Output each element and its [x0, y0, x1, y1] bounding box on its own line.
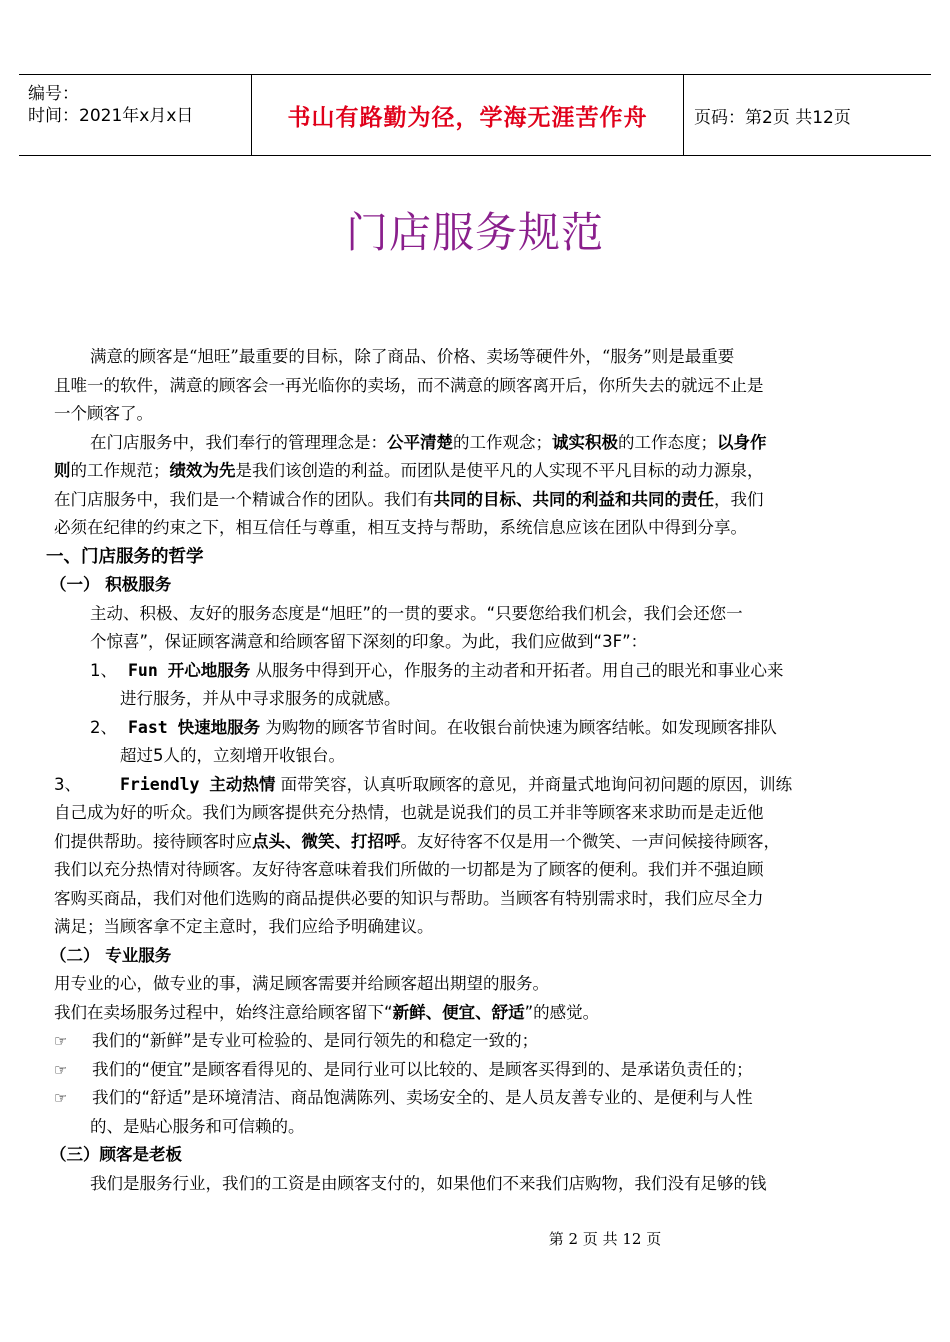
text-run: 们提供帮助。接待顾客时应 [54, 831, 252, 851]
text-run: 是我们该创造的利益。而团队是使平凡的人实现不平凡目标的动力源泉， [235, 461, 764, 480]
item-number: 2、 [90, 717, 117, 737]
text-run: 的工作规范； [70, 461, 170, 480]
pointing-hand-icon: ☞ [54, 1032, 68, 1050]
bullet-item-2 [54, 1056, 899, 1085]
bold-run: 新鲜、便宜、舒适 [392, 1002, 525, 1022]
subsection3-heading: （三）顾客是老板 [50, 1145, 182, 1164]
item-number: 1、 [90, 660, 117, 680]
item3-line6: 满足；当顾客拿不定主意时，我们应给予明确建议。 [54, 917, 434, 936]
para2-line3 [54, 486, 899, 515]
subsection1-heading: （一） 积极服务 [50, 575, 172, 594]
bullet-item-3-cont: 的、是贴心服务和可信赖的。 [90, 1116, 305, 1136]
para2-line2 [54, 457, 899, 486]
bullet-text: 我们的“新鲜”是专业可检验的、是同行领先的和稳定一致的； [92, 1031, 539, 1050]
bullet-item-3 [54, 1084, 899, 1113]
subsection2-heading: （二） 专业服务 [50, 945, 172, 965]
para2-line1 [54, 429, 899, 458]
item1-cont: 进行服务，并从中寻求服务的成就感。 [120, 689, 401, 708]
item3-line2: 自己成为好的听众。我们为顾客提供充分热情，也就是说我们的员工并非等顾客来求助而是走近他 [54, 803, 764, 822]
item-title: Fun 开心地服务 [128, 660, 251, 680]
bullet-item-1 [54, 1027, 899, 1056]
bullet-text: 我们的“舒适”是环境清洁、商品饱满陈列、卖场安全的、是人员友善专业的、是便利与人性 [92, 1088, 753, 1107]
item-title: Friendly 主动热情 [120, 774, 276, 794]
item-text: 面带笑容，认真听取顾客的意见，并商量式地询问初问题的原因，训练 [275, 774, 793, 794]
item2 [54, 714, 899, 743]
text-run: 我们在卖场服务过程中，始终注意给顾客留下“ [54, 1002, 393, 1022]
header-table [19, 74, 931, 156]
text-run: ，我们 [714, 489, 764, 509]
item-text: 为购物的顾客节省时间。在收银台前快速为顾客结帐。如发现顾客排队 [260, 717, 777, 737]
bold-run: 以身作 [717, 432, 767, 452]
bold-run: 点头、微笑、打招呼 [252, 831, 401, 851]
item2-cont: 超过5人的，立刻增开收银台。 [120, 746, 345, 765]
item3-line4: 我们以充分热情对待顾客。友好待客意味着我们所做的一切都是为了顾客的便利。我们并不强迫顾 [54, 860, 764, 879]
document-body [46, 343, 899, 1198]
item-number: 3、 [54, 774, 81, 794]
sub2-para-line1: 用专业的心，做专业的事，满足顾客需要并给顾客超出期望的服务。 [54, 974, 549, 993]
page-info: 页码：第2页 共12页 [694, 107, 851, 128]
bold-run: 诚实积极 [552, 432, 618, 452]
text-run: 的工作态度； [618, 432, 717, 452]
section1-heading: 一、门店服务的哲学 [46, 546, 204, 567]
text-run: ”的感觉。 [524, 1002, 600, 1022]
page-title: 门店服务规范 [345, 208, 604, 257]
item3 [54, 771, 899, 800]
item-title: Fast 快速地服务 [128, 717, 261, 737]
sub1-para-line2: 个惊喜”，保证顾客满意和给顾客留下深刻的印象。为此，我们应做到“3F”： [90, 632, 648, 651]
para2-line4: 必须在纪律的约束之下，相互信任与尊重，相互支持与帮助，系统信息应该在团队中得到分享。 [54, 518, 747, 537]
header-motto-cell [252, 75, 684, 155]
text-run: 在门店服务中，我们是一个精诚合作的团队。我们有 [54, 489, 434, 509]
footer-page-number: 第 2 页 共 12 页 [548, 1230, 662, 1248]
item3-line5: 客购买商品，我们对他们选购的商品提供必要的知识与帮助。当顾客有特别需求时，我们应尽全力 [54, 888, 764, 908]
pointing-hand-icon: ☞ [54, 1060, 68, 1079]
page-footer [0, 1228, 950, 1249]
number-label: 编号： [28, 84, 79, 104]
pointing-hand-icon: ☞ [54, 1089, 68, 1107]
sub2-para-line2 [54, 999, 899, 1028]
item-text: 从服务中得到开心，作服务的主动者和开拓者。用自己的眼光和事业心来 [250, 660, 784, 680]
bold-run: 绩效为先 [169, 461, 236, 480]
bold-run: 公平清楚 [387, 432, 453, 452]
sub3-para-line1: 我们是服务行业，我们的工资是由顾客支付的，如果他们不来我们店购物，我们没有足够的钱 [90, 1173, 767, 1193]
text-run: 在门店服务中，我们奉行的管理理念是： [90, 432, 387, 452]
text-run: 。友好待客不仅是用一个微笑、一声问候接待顾客， [400, 831, 780, 851]
header-page-cell [684, 75, 931, 155]
item1 [54, 657, 899, 686]
sub1-para-line1: 主动、积极、友好的服务态度是“旭旺”的一贯的要求。“只要您给我们机会，我们会还您一 [90, 603, 743, 623]
text-run: 的工作观念； [453, 432, 552, 452]
para1-line2: 且唯一的软件，满意的顾客会一再光临你的卖场，而不满意的顾客离开后，你所失去的就远不止是 [54, 375, 764, 395]
bullet-text: 我们的“便宜”是顾客看得见的、是同行业可以比较的、是顾客买得到的、是承诺负责任的； [92, 1059, 753, 1079]
item3-line3 [54, 828, 899, 857]
para1-line1: 满意的顾客是“旭旺”最重要的目标，除了商品、价格、卖场等硬件外，“服务”则是最重要 [90, 347, 735, 366]
motto-text: 书山有路勤为径，学海无涯苦作舟 [287, 104, 648, 131]
time-label: 时间：2021年x月x日 [28, 106, 194, 126]
bold-run: 共同的目标、共同的利益和共同的责任 [433, 489, 714, 509]
para1-line3: 一个顾客了。 [54, 404, 153, 423]
bold-run: 则 [54, 461, 71, 480]
header-meta-cell [19, 75, 252, 155]
